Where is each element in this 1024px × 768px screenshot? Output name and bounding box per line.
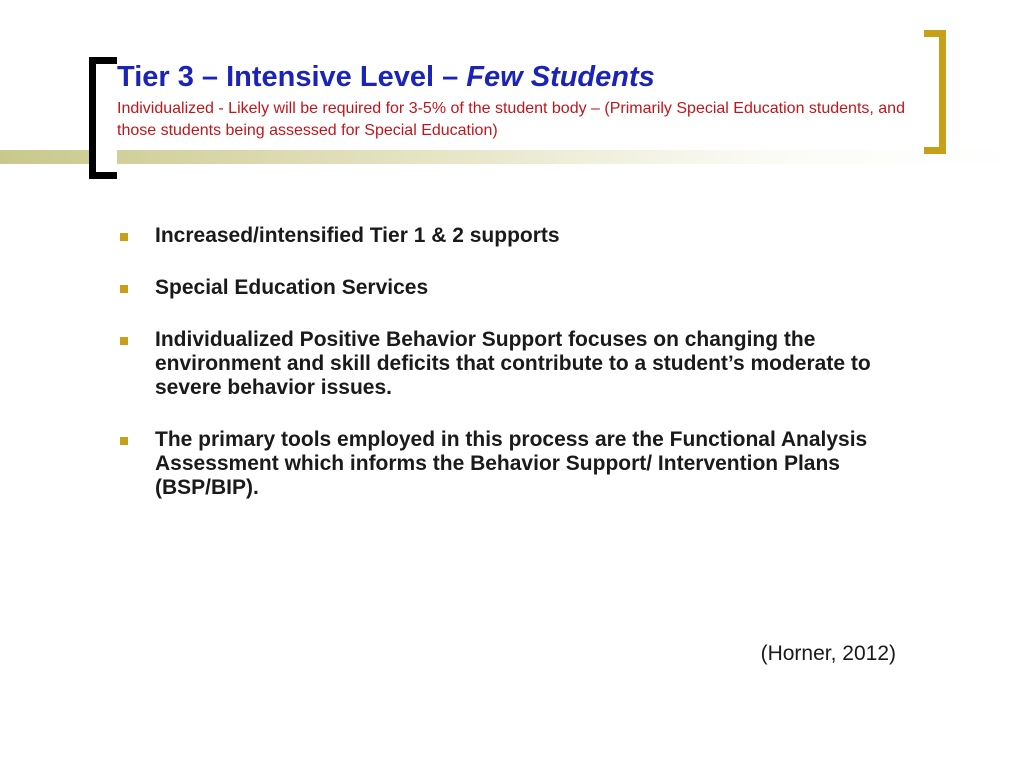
citation: (Horner, 2012) [760, 642, 896, 665]
right-bracket-decoration [924, 30, 946, 154]
slide-subtitle: Individualized - Likely will be required for 3-5% of the student body – (Primarily Special Education students, and those students being assessed for Special Education) [117, 100, 905, 139]
bullet-text: Individualized Positive Behavior Support focuses on changing the environment and skill deficits that contribute to a student’s moderate to severe behavior issues. [155, 328, 871, 399]
title-block [117, 58, 917, 142]
slide-title-main: Tier 3 – Intensive Level – [117, 61, 467, 93]
square-bullet-icon [120, 233, 128, 241]
left-bracket-decoration [89, 57, 117, 179]
slide-title-emphasis: Few Students [466, 61, 655, 93]
square-bullet-icon [120, 337, 128, 345]
bullet-item [118, 328, 938, 400]
header-accent-band [0, 150, 1024, 164]
bullet-text: Special Education Services [155, 276, 429, 299]
square-bullet-icon [120, 437, 128, 445]
slide-title [117, 58, 917, 96]
bullet-item [118, 224, 938, 248]
bullet-text: Increased/intensified Tier 1 & 2 supports [155, 224, 560, 247]
bullet-item [118, 428, 938, 500]
bullet-text: The primary tools employed in this process are the Functional Analysis Assessment which informs the Behavior Support/ Intervention Plans (BSP/BIP). [155, 428, 868, 499]
bullet-item [118, 276, 938, 300]
square-bullet-icon [120, 285, 128, 293]
bullet-list [118, 224, 938, 528]
